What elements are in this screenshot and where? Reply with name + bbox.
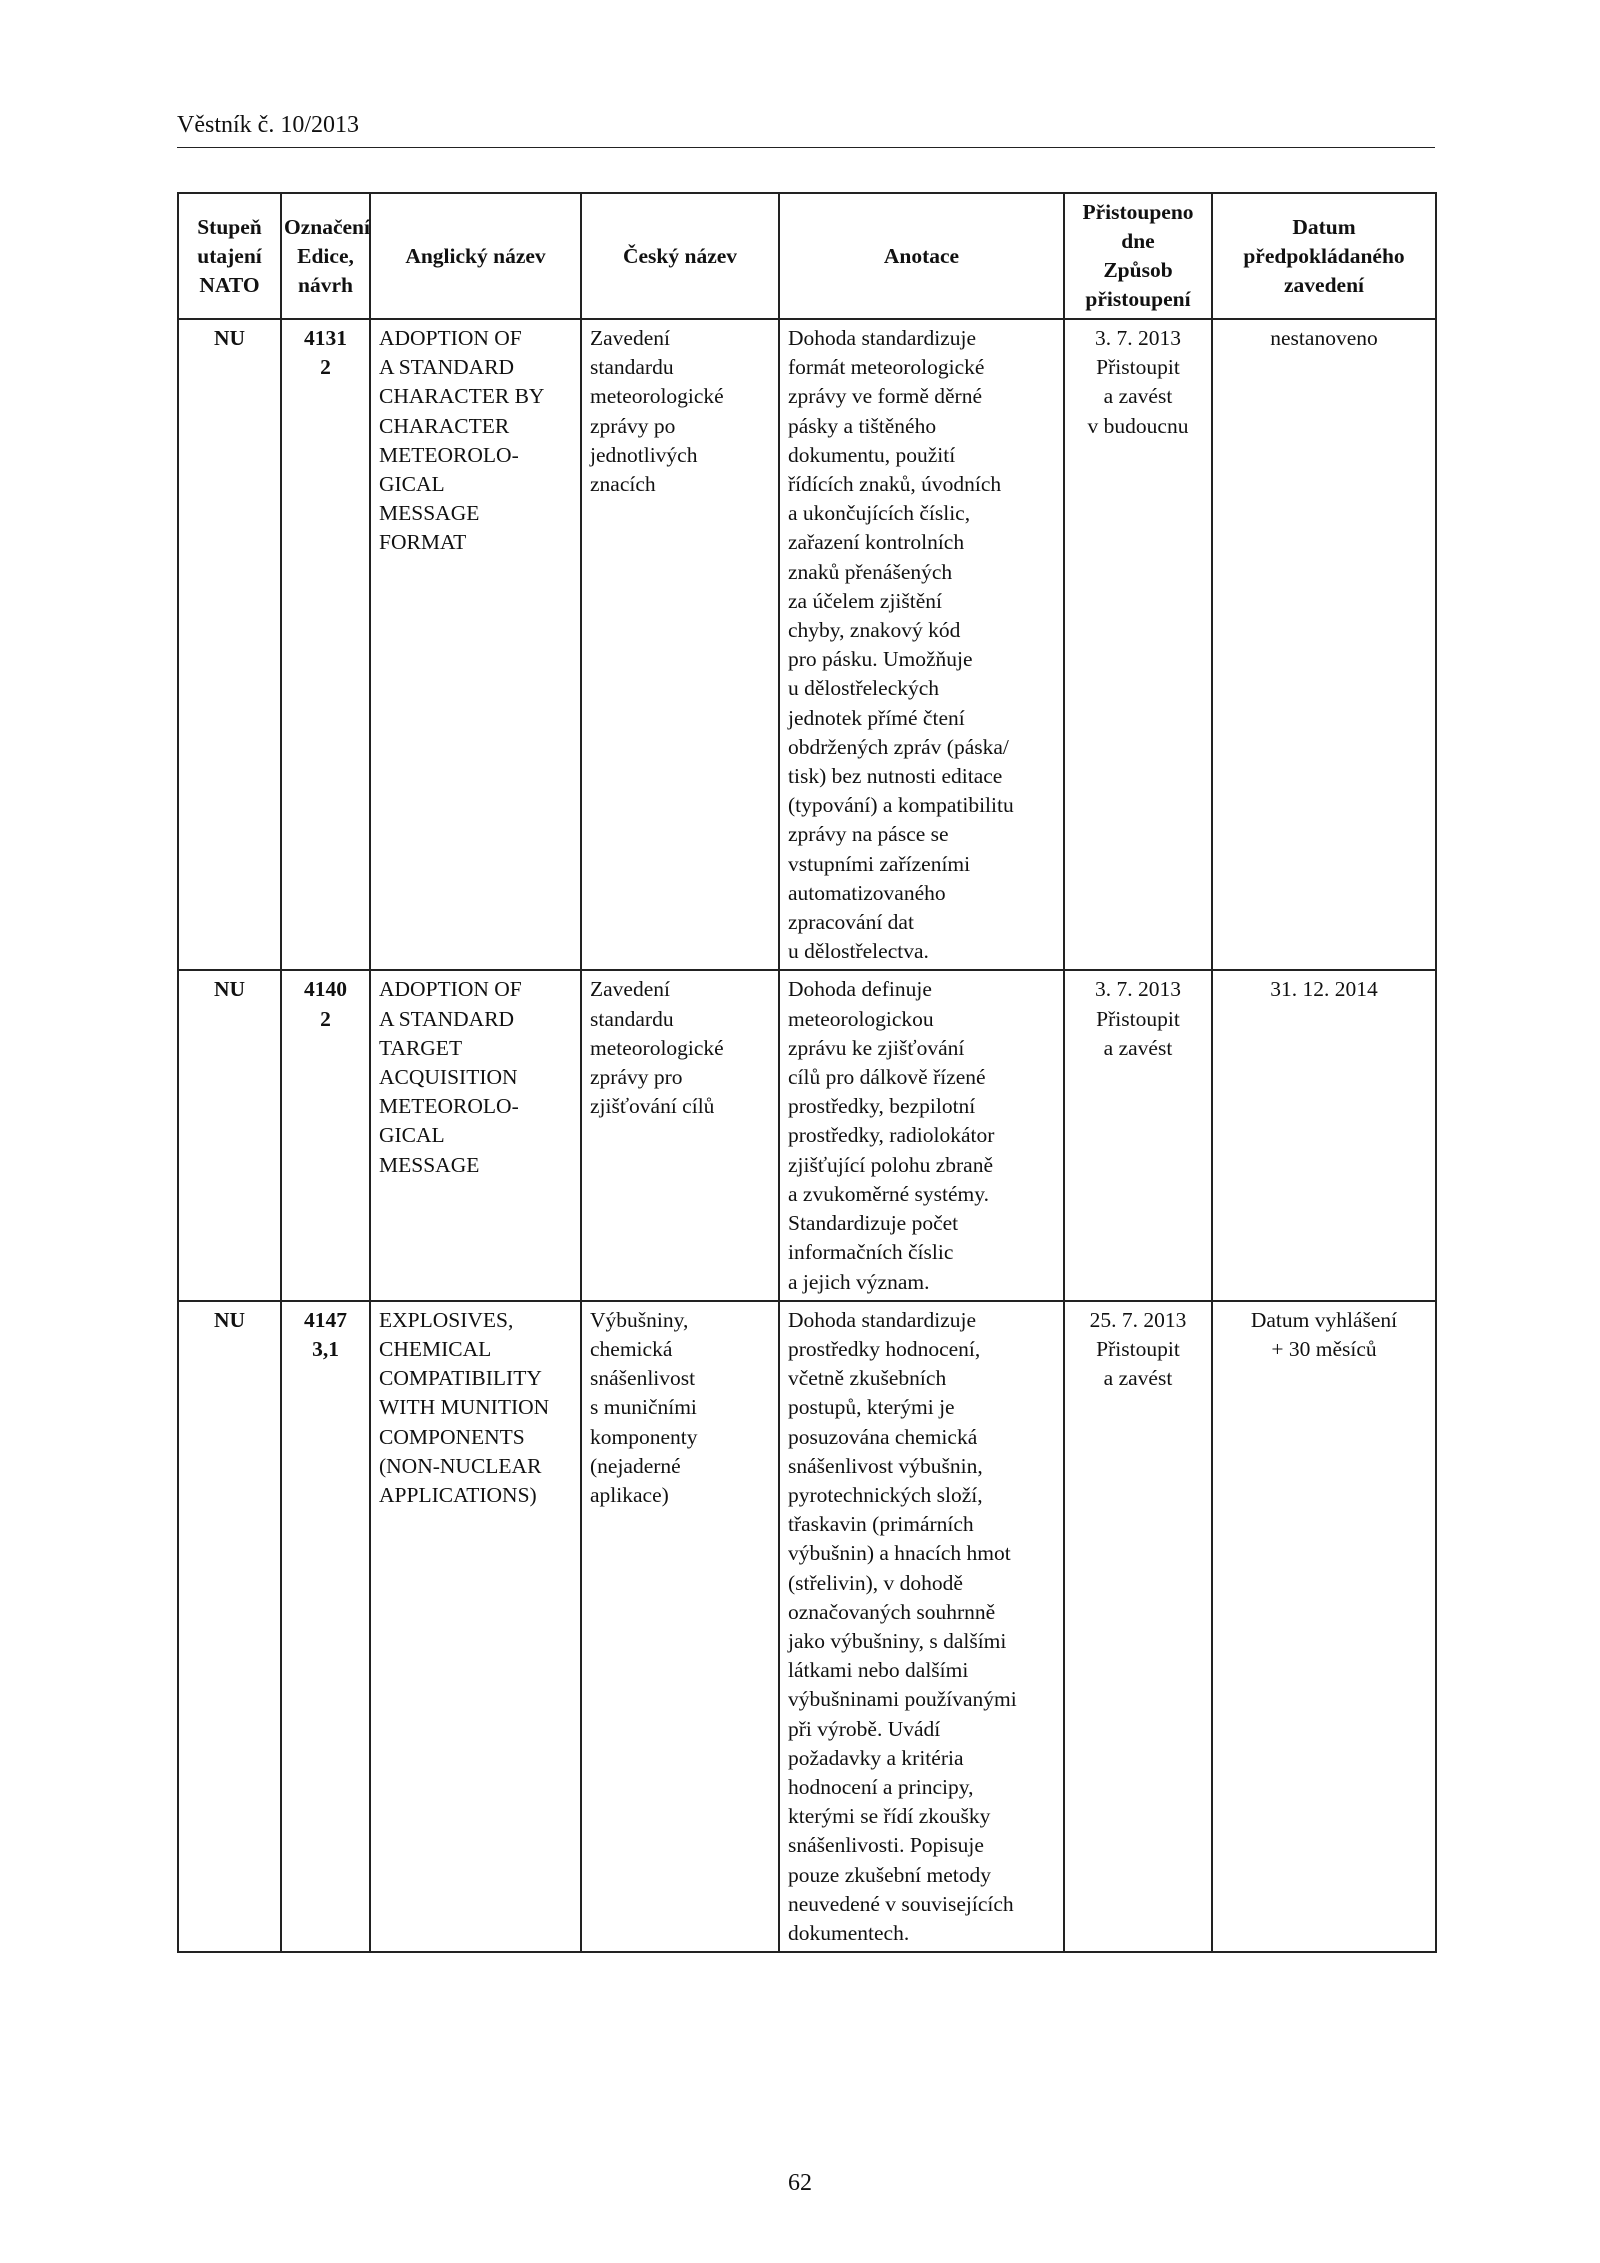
cell-datum: nestanoveno — [1212, 319, 1436, 970]
col-header-pristoupeno: Přistoupeno dne Způsob přistoupení — [1064, 193, 1212, 319]
cell-anotace: Dohoda standardizuje formát meteorologické zprávy ve formě děrné pásky a tištěného dokumentu, použití řídících znaků, úvodních a ukončujících číslic, zařazení kontrolních znaků přenášených za účelem zjištění chyby, znakový kód pro pásku. Umožňuje u dělostřeleckých jednotek přímé čtení obdržených zpráv (páska/ tisk) bez nutnosti editace (typování) a kompatibilitu zprávy na pásce se vstupními zařízeními automatizovaného zpracování dat u dělostřelectva. — [779, 319, 1064, 970]
col-header-anglicky-nazev: Anglický název — [370, 193, 581, 319]
col-header-oznaceni: Označení Edice, návrh — [281, 193, 370, 319]
col-header-datum: Datum předpokládaného zavedení — [1212, 193, 1436, 319]
cell-anglicky-nazev: ADOPTION OF A STANDARD CHARACTER BY CHARACTER METEOROLO- GICAL MESSAGE FORMAT — [370, 319, 581, 970]
cell-datum: 31. 12. 2014 — [1212, 970, 1436, 1300]
cell-oznaceni: 4131 2 — [281, 319, 370, 970]
cell-stupen: NU — [178, 319, 281, 970]
cell-anglicky-nazev: ADOPTION OF A STANDARD TARGET ACQUISITION METEOROLO- GICAL MESSAGE — [370, 970, 581, 1300]
table-row — [178, 970, 1436, 1300]
cell-pristoupeno: 3. 7. 2013 Přistoupit a zavést v budoucnu — [1064, 319, 1212, 970]
table-header-row — [178, 193, 1436, 319]
cell-cesky-nazev: Zavedení standardu meteorologické zprávy po jednotlivých znacích — [581, 319, 779, 970]
cell-cesky-nazev: Zavedení standardu meteorologické zprávy pro zjišťování cílů — [581, 970, 779, 1300]
table-row — [178, 319, 1436, 970]
table-row — [178, 1301, 1436, 1952]
cell-pristoupeno: 25. 7. 2013 Přistoupit a zavést — [1064, 1301, 1212, 1952]
col-header-stupen: Stupeň utajení NATO — [178, 193, 281, 319]
cell-stupen: NU — [178, 970, 281, 1300]
standards-table — [177, 192, 1437, 1953]
col-header-cesky-nazev: Český název — [581, 193, 779, 319]
page-number: 62 — [788, 2170, 812, 2196]
col-header-anotace: Anotace — [779, 193, 1064, 319]
page-header: Věstník č. 10/2013 — [177, 112, 1435, 148]
cell-cesky-nazev: Výbušniny, chemická snášenlivost s muničními komponenty (nejaderné aplikace) — [581, 1301, 779, 1952]
cell-pristoupeno: 3. 7. 2013 Přistoupit a zavést — [1064, 970, 1212, 1300]
cell-anotace: Dohoda standardizuje prostředky hodnocení, včetně zkušebních postupů, kterými je posuzována chemická snášenlivost výbušnin, pyrotechnických složí, třaskavin (primárních výbušnin) a hnacích hmot (střelivin), v dohodě označovaných souhrnně jako výbušniny, s dalšími látkami nebo dalšími výbušninami používanými při výrobě. Uvádí požadavky a kritéria hodnocení a principy, kterými se řídí zkoušky snášenlivosti. Popisuje pouze zkušební metody neuvedené v souvisejících dokumentech. — [779, 1301, 1064, 1952]
cell-stupen: NU — [178, 1301, 281, 1952]
cell-oznaceni: 4147 3,1 — [281, 1301, 370, 1952]
cell-anotace: Dohoda definuje meteorologickou zprávu ke zjišťování cílů pro dálkově řízené prostředky, bezpilotní prostředky, radiolokátor zjišťující polohu zbraně a zvukoměrné systémy. Standardizuje počet informačních číslic a jejich význam. — [779, 970, 1064, 1300]
cell-anglicky-nazev: EXPLOSIVES, CHEMICAL COMPATIBILITY WITH MUNITION COMPONENTS (NON-NUCLEAR APPLICATIONS) — [370, 1301, 581, 1952]
cell-datum: Datum vyhlášení + 30 měsíců — [1212, 1301, 1436, 1952]
cell-oznaceni: 4140 2 — [281, 970, 370, 1300]
